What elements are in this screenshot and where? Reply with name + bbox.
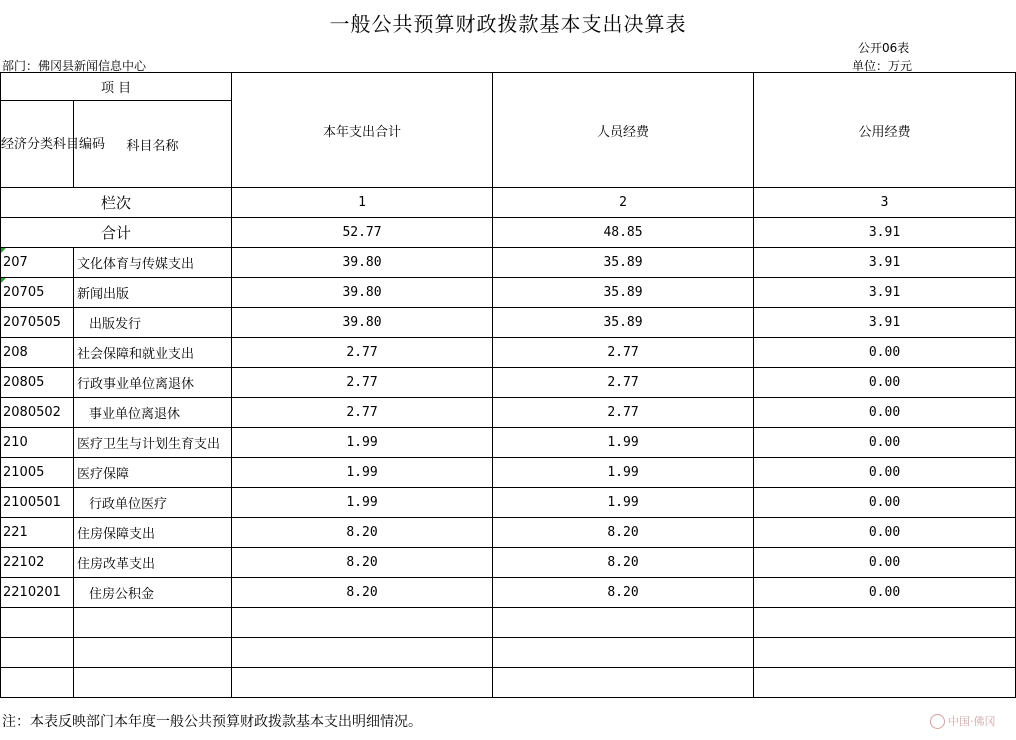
total-value: 39.80 (232, 248, 493, 278)
total-column-header: 本年支出合计 (232, 73, 493, 188)
code-cell: 210 (1, 428, 74, 458)
code-cell: 2080502 (1, 398, 74, 428)
empty-row (1, 638, 1016, 668)
personnel-value: 8.20 (493, 578, 754, 608)
personnel-value: 1.99 (493, 458, 754, 488)
personnel-value: 2.77 (493, 368, 754, 398)
empty-cell (1, 608, 74, 638)
personnel-value: 2.77 (493, 398, 754, 428)
name-cell: 社会保障和就业支出 (74, 338, 232, 368)
name-cell: 医疗保障 (74, 458, 232, 488)
name-cell: 住房改革支出 (74, 548, 232, 578)
public-value: 3.91 (754, 308, 1016, 338)
personnel-value: 2.77 (493, 338, 754, 368)
index-label: 栏次 (1, 188, 232, 218)
total-value: 1.99 (232, 488, 493, 518)
table-row (1, 578, 1016, 608)
public-value: 0.00 (754, 488, 1016, 518)
empty-cell (754, 638, 1016, 668)
total-value: 1.99 (232, 428, 493, 458)
public-value: 0.00 (754, 518, 1016, 548)
public-value: 0.00 (754, 578, 1016, 608)
total-value: 2.77 (232, 368, 493, 398)
name-cell: 住房公积金 (74, 578, 232, 608)
code-cell: 208 (1, 338, 74, 368)
name-cell: 新闻出版 (74, 278, 232, 308)
code-cell: 221 (1, 518, 74, 548)
code-cell: 22102 (1, 548, 74, 578)
total-value: 2.77 (232, 338, 493, 368)
code-cell: 2100501 (1, 488, 74, 518)
personnel-value: 35.89 (493, 308, 754, 338)
personnel-column-header: 人员经费 (493, 73, 754, 188)
empty-cell (232, 608, 493, 638)
seal-icon (930, 714, 945, 729)
name-cell: 行政单位医疗 (74, 488, 232, 518)
index-cell: 1 (232, 188, 493, 218)
name-cell: 出版发行 (74, 308, 232, 338)
name-column-header: 科目名称 (74, 101, 232, 188)
department-label: 部门：佛冈县新闻信息中心 (2, 59, 147, 73)
empty-cell (1, 638, 74, 668)
table-row (1, 518, 1016, 548)
table-row (1, 248, 1016, 278)
public-value: 0.00 (754, 548, 1016, 578)
empty-cell (74, 608, 232, 638)
table-row (1, 368, 1016, 398)
table-row (1, 278, 1016, 308)
code-cell: 20805 (1, 368, 74, 398)
public-value: 0.00 (754, 458, 1016, 488)
personnel-value: 1.99 (493, 428, 754, 458)
code-cell: 2070505 (1, 308, 74, 338)
empty-row (1, 668, 1016, 698)
total-value: 1.99 (232, 458, 493, 488)
public-value: 0.00 (754, 338, 1016, 368)
total-value: 39.80 (232, 278, 493, 308)
empty-cell (1, 668, 74, 698)
public-value: 3.91 (754, 278, 1016, 308)
expenditure-table (0, 72, 1016, 698)
personnel-value: 48.85 (493, 218, 754, 248)
public-value: 0.00 (754, 368, 1016, 398)
public-value: 0.00 (754, 398, 1016, 428)
page-title: 一般公共预算财政拨款基本支出决算表 (329, 12, 687, 36)
total-value: 2.77 (232, 398, 493, 428)
table-row (1, 338, 1016, 368)
table-row (1, 398, 1016, 428)
personnel-value: 8.20 (493, 548, 754, 578)
table-row (1, 488, 1016, 518)
empty-cell (493, 638, 754, 668)
empty-cell (493, 608, 754, 638)
personnel-value: 35.89 (493, 248, 754, 278)
code-cell: 20705 (1, 278, 74, 308)
name-cell: 医疗卫生与计划生育支出 (74, 428, 232, 458)
public-value: 0.00 (754, 428, 1016, 458)
empty-cell (232, 668, 493, 698)
empty-cell (754, 668, 1016, 698)
total-value: 52.77 (232, 218, 493, 248)
public-column-header: 公用经费 (754, 73, 1016, 188)
footnote: 注：本表反映部门本年度一般公共预算财政拨款基本支出明细情况。 (2, 714, 422, 730)
name-cell: 住房保障支出 (74, 518, 232, 548)
empty-cell (493, 668, 754, 698)
code-cell: 207 (1, 248, 74, 278)
table-row (1, 458, 1016, 488)
total-value: 8.20 (232, 578, 493, 608)
index-cell: 3 (754, 188, 1016, 218)
empty-cell (754, 608, 1016, 638)
public-value: 3.91 (754, 248, 1016, 278)
table-row (1, 548, 1016, 578)
watermark-text: 中国·佛冈 (948, 715, 996, 728)
total-value: 8.20 (232, 548, 493, 578)
total-row (1, 218, 1016, 248)
name-cell: 文化体育与传媒支出 (74, 248, 232, 278)
total-label: 合计 (1, 218, 232, 248)
name-cell: 事业单位离退休 (74, 398, 232, 428)
total-value: 8.20 (232, 518, 493, 548)
code-column-header: 经济分类科目编码 (1, 101, 74, 188)
item-header: 项 目 (1, 73, 232, 101)
form-code: 公开06表 (858, 41, 910, 55)
unit-label: 单位：万元 (852, 59, 913, 73)
empty-cell (74, 638, 232, 668)
table-row (1, 428, 1016, 458)
personnel-value: 8.20 (493, 518, 754, 548)
code-cell: 2210201 (1, 578, 74, 608)
index-cell: 2 (493, 188, 754, 218)
table-row (1, 308, 1016, 338)
empty-cell (74, 668, 232, 698)
personnel-value: 1.99 (493, 488, 754, 518)
personnel-value: 35.89 (493, 278, 754, 308)
code-cell: 21005 (1, 458, 74, 488)
name-cell: 行政事业单位离退休 (74, 368, 232, 398)
total-value: 39.80 (232, 308, 493, 338)
empty-cell (232, 638, 493, 668)
empty-row (1, 608, 1016, 638)
watermark-logo (930, 713, 996, 729)
public-value: 3.91 (754, 218, 1016, 248)
